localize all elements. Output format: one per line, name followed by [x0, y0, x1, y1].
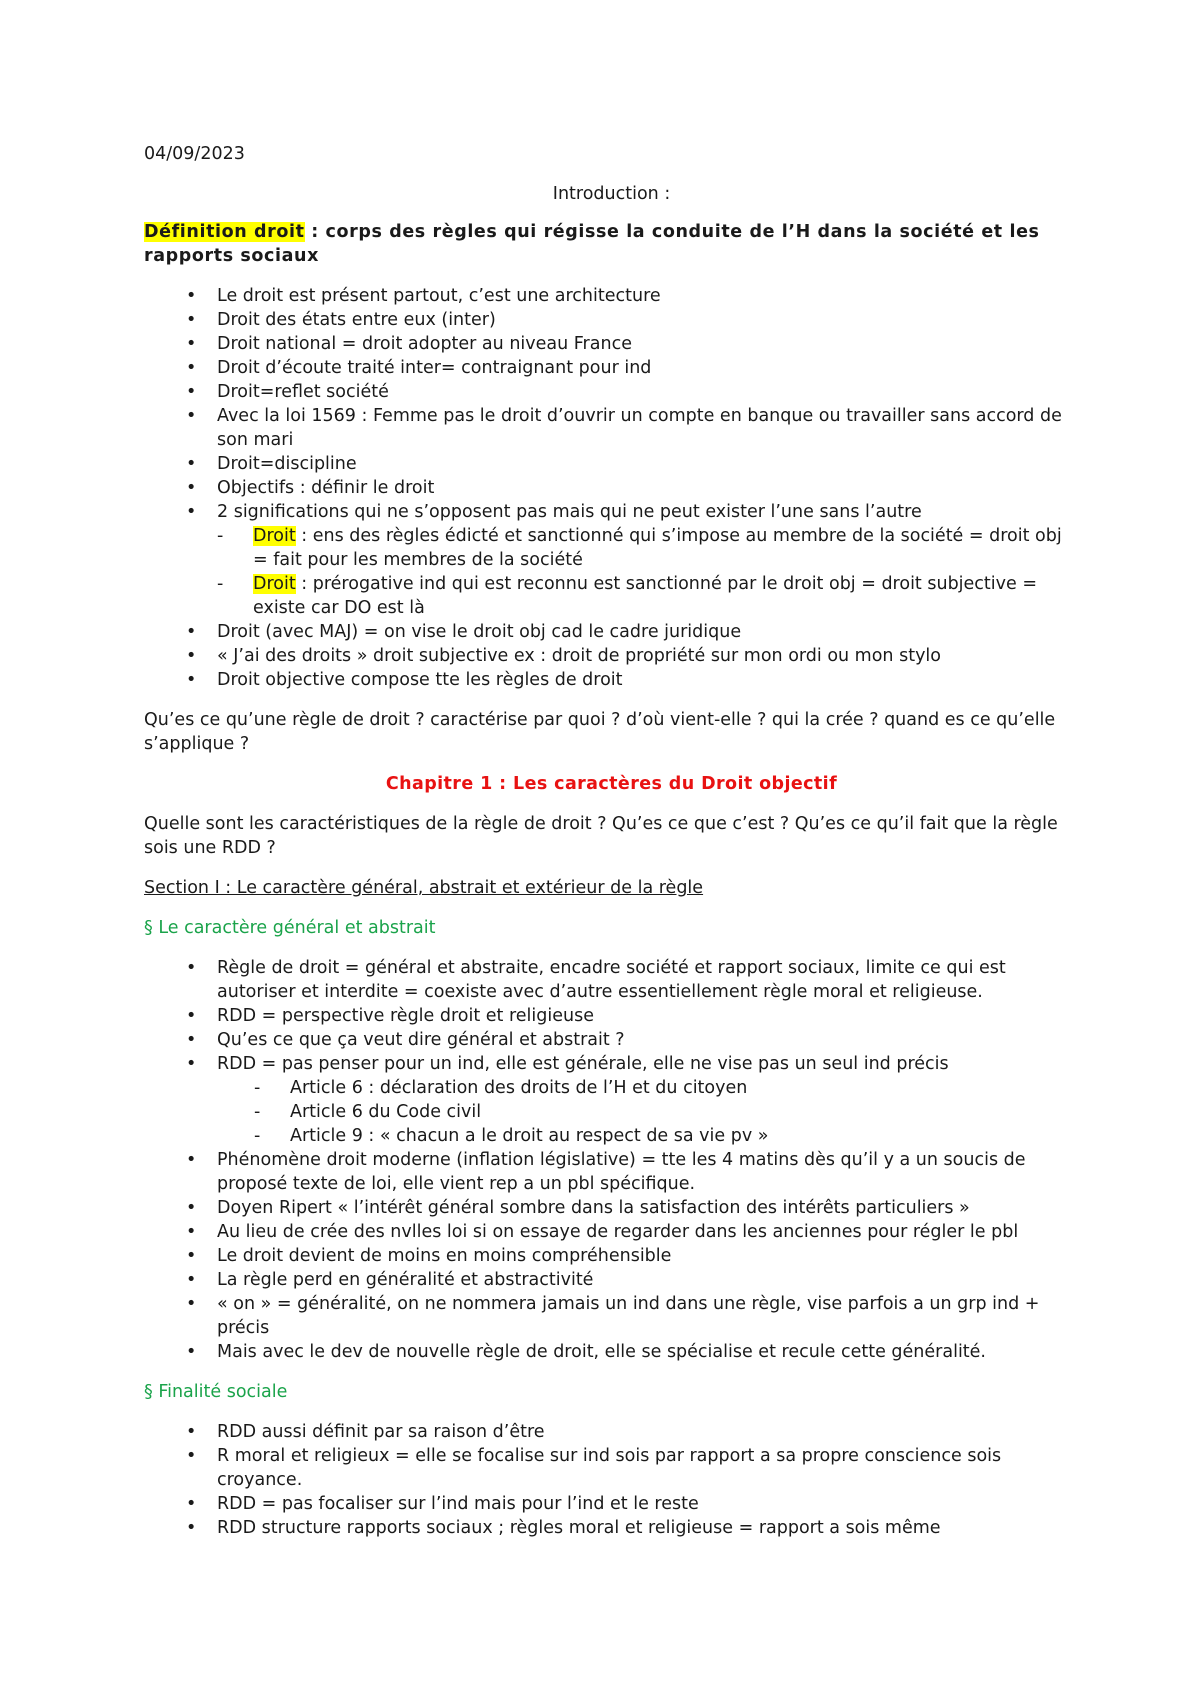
list-item [144, 500, 1079, 620]
subsection-title-general: § Le caractère général et abstrait [144, 918, 436, 938]
sublist-item: - Article 6 : déclaration des droits de l’H et du citoyen [217, 1076, 1079, 1100]
list-item: • Droit objective compose tte les règles de droit [144, 668, 1079, 692]
list-item: • Droit=discipline [144, 452, 1079, 476]
document-date: 04/09/2023 [144, 144, 245, 164]
general-bullet-list [144, 956, 1079, 1364]
list-item: • Qu’es ce que ça veut dire général et abstrait ? [144, 1028, 1079, 1052]
list-item: • Droit national = droit adopter au niveau France [144, 332, 1079, 356]
list-item: • Au lieu de crée des nvlles loi si on essaye de regarder dans les anciennes pour régler le pbl [144, 1220, 1079, 1244]
question-paragraph: Qu’es ce qu’une règle de droit ? caractérise par quoi ? d’où vient-elle ? qui la crée ? quand es ce qu’elle s’applique ? [144, 710, 1056, 754]
sublist-item: - Article 6 du Code civil [217, 1100, 1079, 1124]
list-item: • R moral et religieux = elle se focalise sur ind sois par rapport a sa propre conscience sois croyance. [144, 1444, 1079, 1492]
definition-text: : corps des règles qui régisse la conduite de l’H dans la société et les rapports sociaux [144, 222, 1040, 266]
subsection-title-finalite: § Finalité sociale [144, 1382, 288, 1402]
highlighted-term: Droit [253, 526, 296, 546]
chapter-question-paragraph: Quelle sont les caractéristiques de la règle de droit ? Qu’es ce que c’est ? Qu’es ce qu’il fait que la règle sois une RDD ? [144, 814, 1058, 858]
highlighted-term: Droit [253, 574, 296, 594]
introduction-heading: Introduction : [552, 184, 671, 204]
list-item: • Règle de droit = général et abstraite, encadre société et rapport sociaux, limite ce qui est autoriser et interdite = coexiste avec d’autre essentiellement règle moral et religieuse. [144, 956, 1079, 1004]
intro-bullet-list [144, 284, 1079, 692]
articles-sublist [217, 1076, 1079, 1148]
list-item [144, 1052, 1079, 1148]
list-item: • Droit=reflet société [144, 380, 1079, 404]
list-item: • La règle perd en généralité et abstractivité [144, 1268, 1079, 1292]
significations-sublist [217, 524, 1079, 620]
sublist-item [217, 572, 1079, 620]
chapter-title: Chapitre 1 : Les caractères du Droit objectif [385, 774, 838, 794]
list-item: • Droit des états entre eux (inter) [144, 308, 1079, 332]
sublist-item-text: : ens des règles édicté et sanctionné qui s’impose au membre de la société = droit obj = fait pour les membres de la société [253, 526, 1062, 570]
sublist-item-text: : prérogative ind qui est reconnu est sanctionné par le droit obj = droit subjective = existe car DO est là [253, 574, 1037, 618]
list-item: • Phénomène droit moderne (inflation législative) = tte les 4 matins dès qu’il y a un soucis de proposé texte de loi, elle vient rep a un pbl spécifique. [144, 1148, 1079, 1196]
definition-paragraph [144, 220, 1079, 268]
list-item: • RDD structure rapports sociaux ; règles moral et religieuse = rapport a sois même [144, 1516, 1079, 1540]
list-item: • Avec la loi 1569 : Femme pas le droit d’ouvrir un compte en banque ou travailler sans accord de son mari [144, 404, 1079, 452]
document-body [144, 142, 1079, 1556]
definition-term: Définition droit [144, 222, 305, 242]
finalite-bullet-list [144, 1420, 1079, 1540]
sublist-item [217, 524, 1079, 572]
list-item: • Le droit est présent partout, c’est une architecture [144, 284, 1079, 308]
list-item: • RDD = perspective règle droit et religieuse [144, 1004, 1079, 1028]
list-item: • Le droit devient de moins en moins compréhensible [144, 1244, 1079, 1268]
list-item: • Doyen Ripert « l’intérêt général sombre dans la satisfaction des intérêts particuliers » [144, 1196, 1079, 1220]
list-item: • RDD = pas focaliser sur l’ind mais pour l’ind et le reste [144, 1492, 1079, 1516]
list-item: • « on » = généralité, on ne nommera jamais un ind dans une règle, vise parfois a un grp ind + précis [144, 1292, 1079, 1340]
list-item: • « J’ai des droits » droit subjective ex : droit de propriété sur mon ordi ou mon stylo [144, 644, 1079, 668]
list-item: • Droit (avec MAJ) = on vise le droit obj cad le cadre juridique [144, 620, 1079, 644]
sublist-item: - Article 9 : « chacun a le droit au respect de sa vie pv » [217, 1124, 1079, 1148]
list-item: • Mais avec le dev de nouvelle règle de droit, elle se spécialise et recule cette généralité. [144, 1340, 1079, 1364]
list-item: • Objectifs : définir le droit [144, 476, 1079, 500]
list-item-text: RDD = pas penser pour un ind, elle est générale, elle ne vise pas un seul ind précis [217, 1054, 949, 1074]
list-item-text: 2 significations qui ne s’opposent pas mais qui ne peut exister l’une sans l’autre [217, 502, 922, 522]
list-item: • RDD aussi définit par sa raison d’être [144, 1420, 1079, 1444]
list-item: • Droit d’écoute traité inter= contraignant pour ind [144, 356, 1079, 380]
section-title: Section I : Le caractère général, abstrait et extérieur de la règle [144, 878, 704, 898]
